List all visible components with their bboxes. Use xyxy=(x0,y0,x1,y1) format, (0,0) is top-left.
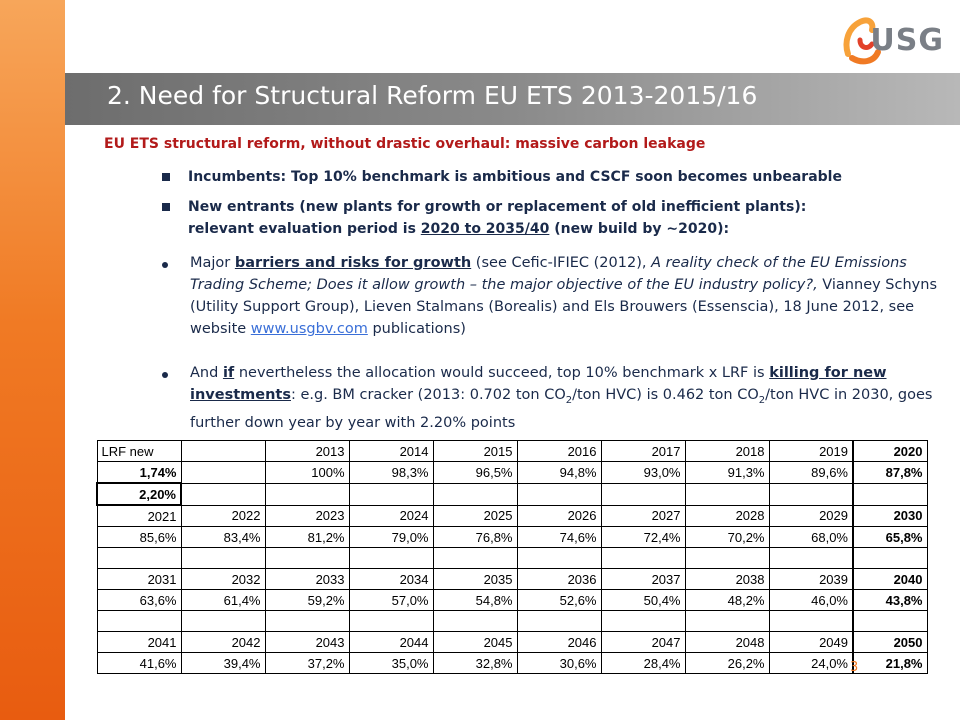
table-cell: 2029 xyxy=(769,505,853,527)
table-cell: 2026 xyxy=(517,505,601,527)
orange-side-bar xyxy=(0,0,65,720)
allocation-text-d: /ton HVC) is 0.462 ton CO xyxy=(572,387,759,403)
table-cell: 2019 xyxy=(769,441,853,462)
table-cell: 70,2% xyxy=(685,527,769,548)
table-cell xyxy=(349,483,433,505)
table-cell: 2027 xyxy=(601,505,685,527)
round-bullet-icon xyxy=(162,372,168,378)
table-cell: 79,0% xyxy=(349,527,433,548)
square-bullet-icon xyxy=(162,203,170,211)
table-cell: 32,8% xyxy=(433,653,517,674)
table-cell: 100% xyxy=(265,462,349,484)
allocation-killing: killing for new investments xyxy=(190,365,887,403)
bullet-incumbents: Incumbents: Top 10% benchmark is ambitious and CSCF soon becomes unbearable xyxy=(188,169,842,185)
table-cell: 30,6% xyxy=(517,653,601,674)
table-cell xyxy=(181,611,265,632)
table-cell: 76,8% xyxy=(433,527,517,548)
table-cell: 2036 xyxy=(517,569,601,590)
table-cell: 2048 xyxy=(685,632,769,653)
table-cell: 2023 xyxy=(265,505,349,527)
table-cell: 83,4% xyxy=(181,527,265,548)
table-cell xyxy=(265,611,349,632)
table-cell: 2041 xyxy=(97,632,181,653)
section-heading: EU ETS structural reform, without drastic overhaul: massive carbon leakage xyxy=(104,136,706,152)
table-cell: 2022 xyxy=(181,505,265,527)
table-cell: 21,8% xyxy=(853,653,927,674)
table-cell: 46,0% xyxy=(769,590,853,611)
table-cell: 2042 xyxy=(181,632,265,653)
table-cell: 48,2% xyxy=(685,590,769,611)
table-cell: 2039 xyxy=(769,569,853,590)
table-cell: 98,3% xyxy=(349,462,433,484)
table-cell xyxy=(181,548,265,569)
table-cell: 2,20% xyxy=(97,483,181,505)
table-cell: 81,2% xyxy=(265,527,349,548)
table-row xyxy=(97,611,927,632)
lrf-table xyxy=(96,440,928,674)
new-entrants-text-2: relevant evaluation period is xyxy=(188,221,421,237)
table-cell xyxy=(601,611,685,632)
table-row xyxy=(97,527,927,548)
table-cell: 87,8% xyxy=(853,462,927,484)
table-row xyxy=(97,505,927,527)
allocation-text-b: nevertheless the allocation would succeed, top 10% benchmark x LRF is xyxy=(234,365,770,381)
table-cell: 24,0% xyxy=(769,653,853,674)
table-cell: 35,0% xyxy=(349,653,433,674)
table-cell: 2030 xyxy=(853,505,927,527)
table-cell: 89,6% xyxy=(769,462,853,484)
table-cell: 85,6% xyxy=(97,527,181,548)
table-cell: 2040 xyxy=(853,569,927,590)
barriers-text-d: publications) xyxy=(367,321,466,337)
bullet-new-entrants xyxy=(188,196,938,240)
table-cell xyxy=(349,611,433,632)
co2-subscript: 2 xyxy=(565,394,573,406)
table-cell: 2046 xyxy=(517,632,601,653)
table-cell: LRF new xyxy=(97,441,181,462)
table-cell: 2034 xyxy=(349,569,433,590)
evaluation-period: 2020 to 2035/40 xyxy=(420,221,550,237)
table-cell: 2015 xyxy=(433,441,517,462)
table-cell: 2028 xyxy=(685,505,769,527)
table-cell xyxy=(685,483,769,505)
table-cell xyxy=(769,483,853,505)
table-cell: 2021 xyxy=(97,505,181,527)
barriers-highlight: barriers and risks for growth xyxy=(234,255,472,271)
table-cell xyxy=(685,548,769,569)
round-bullet-icon xyxy=(162,262,168,268)
table-cell: 2013 xyxy=(265,441,349,462)
table-cell xyxy=(517,483,601,505)
table-cell: 2038 xyxy=(685,569,769,590)
usg-logo xyxy=(838,12,944,68)
table-cell: 2045 xyxy=(433,632,517,653)
table-cell xyxy=(181,462,265,484)
table-cell: 50,4% xyxy=(601,590,685,611)
bullet-barriers xyxy=(190,252,955,340)
table-cell xyxy=(433,548,517,569)
table-cell: 39,4% xyxy=(181,653,265,674)
table-cell xyxy=(181,441,265,462)
table-cell xyxy=(97,548,181,569)
table-cell: 94,8% xyxy=(517,462,601,484)
table-cell: 2017 xyxy=(601,441,685,462)
table-cell: 2018 xyxy=(685,441,769,462)
slide-title: 2. Need for Structural Reform EU ETS 2013-2015/16 xyxy=(107,81,758,110)
table-cell xyxy=(265,483,349,505)
table-cell: 72,4% xyxy=(601,527,685,548)
table-row xyxy=(97,462,927,484)
table-cell: 2014 xyxy=(349,441,433,462)
table-cell xyxy=(517,611,601,632)
table-cell: 96,5% xyxy=(433,462,517,484)
table-cell: 74,6% xyxy=(517,527,601,548)
table-cell xyxy=(97,611,181,632)
table-cell xyxy=(433,483,517,505)
table-cell: 57,0% xyxy=(349,590,433,611)
table-cell: 93,0% xyxy=(601,462,685,484)
table-cell: 61,4% xyxy=(181,590,265,611)
logo-wordmark: USG xyxy=(870,22,944,58)
table-cell xyxy=(853,483,927,505)
allocation-if: if xyxy=(222,365,235,381)
table-row xyxy=(97,548,927,569)
table-cell: 54,8% xyxy=(433,590,517,611)
barriers-text-a: Major xyxy=(190,255,235,271)
title-band xyxy=(65,73,960,125)
table-cell: 2049 xyxy=(769,632,853,653)
table-cell: 52,6% xyxy=(517,590,601,611)
table-cell: 28,4% xyxy=(601,653,685,674)
table-cell xyxy=(349,548,433,569)
table-cell: 2037 xyxy=(601,569,685,590)
table-cell: 43,8% xyxy=(853,590,927,611)
table-cell: 41,6% xyxy=(97,653,181,674)
table-cell xyxy=(601,483,685,505)
allocation-text-a: And xyxy=(190,365,223,381)
table-cell xyxy=(433,611,517,632)
table-cell: 63,6% xyxy=(97,590,181,611)
table-cell: 59,2% xyxy=(265,590,349,611)
table-cell: 91,3% xyxy=(685,462,769,484)
table-cell: 2031 xyxy=(97,569,181,590)
square-bullet-icon xyxy=(162,173,170,181)
table-cell: 2016 xyxy=(517,441,601,462)
table-cell: 2043 xyxy=(265,632,349,653)
table-cell: 2050 xyxy=(853,632,927,653)
table-cell: 2035 xyxy=(433,569,517,590)
barriers-text-b: (see Cefic-IFIEC (2012), xyxy=(471,255,652,271)
publication-title: A reality check of the EU Emissions Trading Scheme; Does it allow growth – the major objective of the EU industry policy?, xyxy=(190,255,907,293)
table-cell xyxy=(853,611,927,632)
table-cell xyxy=(265,548,349,569)
table-cell: 37,2% xyxy=(265,653,349,674)
barriers-text-c: Vianney Schyns (Utility Support Group), Lieven Stalmans (Borealis) and Els Brouwers (Essenscia), 18 June 2012, see website xyxy=(190,277,937,337)
table-cell: 2044 xyxy=(349,632,433,653)
table-cell xyxy=(181,483,265,505)
new-entrants-text: New entrants (new plants for growth or replacement of old inefficient plants): xyxy=(188,199,807,215)
table-row xyxy=(97,632,927,653)
table-cell: 65,8% xyxy=(853,527,927,548)
new-entrants-text-3: (new build by ∼2020): xyxy=(549,221,730,237)
allocation-text-c: : e.g. BM cracker (2013: 0.702 ton CO xyxy=(290,387,566,403)
table-cell: 2020 xyxy=(853,441,927,462)
table-cell xyxy=(853,548,927,569)
table-cell: 2033 xyxy=(265,569,349,590)
bullet-allocation xyxy=(190,362,955,434)
table-cell: 2025 xyxy=(433,505,517,527)
table-row xyxy=(97,483,927,505)
usgbv-link[interactable]: www.usgbv.com xyxy=(250,321,368,337)
table-row xyxy=(97,441,927,462)
table-cell: 1,74% xyxy=(97,462,181,484)
table-row xyxy=(97,569,927,590)
table-cell xyxy=(769,611,853,632)
table-row xyxy=(97,653,927,674)
table-cell: 26,2% xyxy=(685,653,769,674)
table-cell: 2032 xyxy=(181,569,265,590)
co2-subscript: 2 xyxy=(758,394,766,406)
table-cell xyxy=(517,548,601,569)
table-cell xyxy=(685,611,769,632)
table-cell: 2024 xyxy=(349,505,433,527)
table-cell: 2047 xyxy=(601,632,685,653)
table-row xyxy=(97,590,927,611)
allocation-text-e: /ton HVC in 2030, goes further down year by year with 2.20% points xyxy=(190,387,933,431)
table-cell: 68,0% xyxy=(769,527,853,548)
table-cell xyxy=(601,548,685,569)
page-number: 3 xyxy=(850,660,859,675)
table-cell xyxy=(769,548,853,569)
